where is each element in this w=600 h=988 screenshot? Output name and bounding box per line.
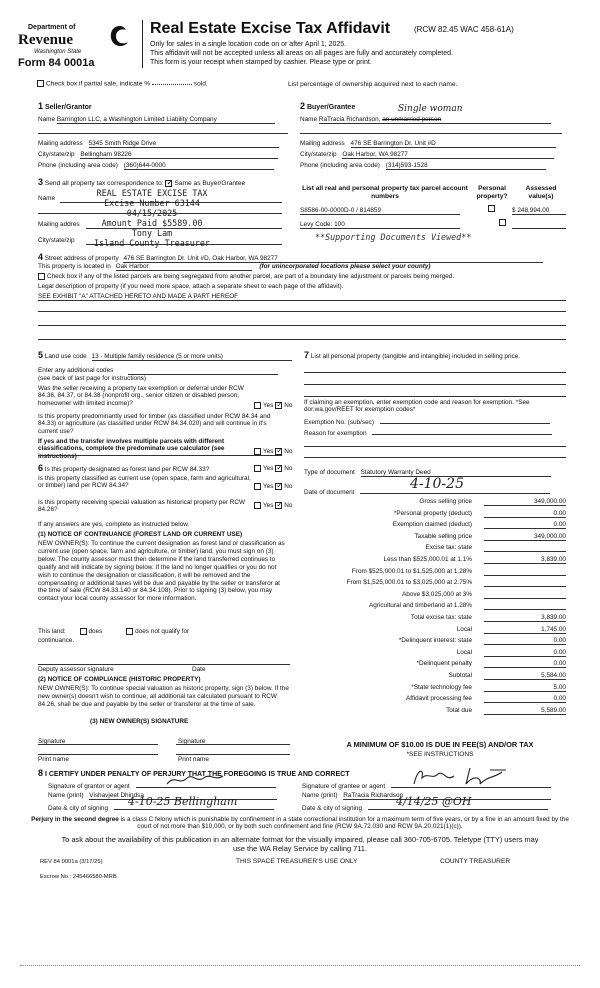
s5-q2-underline bbox=[38, 455, 282, 456]
assessed-field[interactable]: $ 248,994.00 bbox=[512, 207, 566, 215]
buyer-phone-field[interactable]: (314)593-1528 bbox=[386, 162, 546, 170]
tax-row-value[interactable]: 0.00 bbox=[484, 510, 566, 518]
located-row: This property is located in Oak Harbor (for unincorporated locations please select your county) bbox=[38, 263, 431, 270]
tax-row bbox=[300, 683, 566, 695]
s5-q2-yes[interactable] bbox=[254, 448, 261, 455]
grantor-date-handwritten: 4-10-25 Bellingham bbox=[128, 795, 238, 808]
notice1-body: NEW OWNER(S): To continue the current designation as forest land or classification as current use (open space, farm and agriculture, or timber) land, you must sign on (3) below. The county assessor must then determine if the land transferred continues to qualify and will indicate by signing below. If the land no longer qualifies or you do not wish to continue the designation or classification, it will be removed and the compensating or additional taxes will be due and payable by the seller or transferor at the time of sale (RCW 84.33.140 or 84.34.108). Prior to signing (3) below, you may contact your local county assessor for more information. bbox=[38, 540, 285, 603]
tax-row bbox=[300, 532, 566, 544]
personal-property-checkbox-1[interactable] bbox=[488, 205, 495, 212]
land-use-field[interactable]: 13 - Multiple family residence (5 or more units) bbox=[92, 353, 292, 361]
s7-line-1[interactable] bbox=[304, 372, 566, 373]
grantee-date-handwritten: 4/14/25 @OH bbox=[396, 795, 472, 808]
grantee-name-row: Name (print) RaTracia Richardson bbox=[302, 792, 568, 800]
tax-row-label: *Delinquent penalty bbox=[416, 660, 472, 668]
exemption-no-row: Exemption No. (sub/sec) bbox=[304, 417, 566, 426]
buyer-handnote: Single woman bbox=[398, 104, 463, 114]
grantee-sig-row: Signature of grantee or agent bbox=[302, 781, 568, 790]
supporting-docs-stamp: **Supporting Documents Viewed** bbox=[315, 232, 472, 242]
reason-line-2[interactable] bbox=[304, 446, 566, 447]
buyer-mail-field[interactable]: 476 SE Barrington Dr. Unit #D bbox=[351, 140, 556, 148]
header-line-3: This form is your receipt when stamped by cashier. Please type or print. bbox=[150, 59, 372, 66]
perjury-notice: Perjury in the second degree is a class C felony which is punishable by confinement in a state correctional institution for a maximum term of five years, or by a fine in an amount fixed by the court of not more than $10,000, or by both such confinement and fine (RCW 9A.72.030 and RCW 9A.20.021(1)(c)). bbox=[31, 816, 569, 831]
s6-q2-no[interactable] bbox=[275, 483, 282, 490]
s5-q2-answers: Yes ✓ No bbox=[254, 448, 292, 456]
additional-codes-label: Enter any additional codes bbox=[38, 367, 114, 374]
seller-phone-row: Phone (including area code) (360)644-0000 bbox=[38, 162, 288, 170]
tax-row bbox=[300, 694, 566, 706]
reason-field[interactable] bbox=[372, 428, 552, 435]
s6-question-3: Is this property receiving special valuation as historical property per RCW 84.26? bbox=[38, 499, 246, 514]
s6-q2-answers: Yes ✓ No bbox=[254, 483, 292, 491]
unincorporated-note: (for unincorporated locations please select your county) bbox=[259, 263, 431, 270]
buyer-struck-text: an unmarried person bbox=[382, 116, 442, 123]
seller-mail-field[interactable]: 5345 Smith Ridge Drive bbox=[89, 140, 279, 148]
stamp-line-1: REAL ESTATE EXCISE TAX bbox=[96, 188, 208, 198]
tax-row-value[interactable]: 0.00 bbox=[484, 521, 566, 529]
logo-revenue: Revenue bbox=[18, 32, 73, 48]
street-row: 4 Street address of property 476 SE Barrington Dr. Unit #D, Oak Harbor, WA 98277 bbox=[38, 252, 566, 263]
deputy-date-label: Date bbox=[192, 666, 206, 673]
logo-dept: Department of bbox=[28, 24, 76, 31]
tax-row bbox=[300, 706, 566, 718]
buyer-mail-row: Mailing address 476 SE Barrington Dr. Unit #D bbox=[300, 140, 562, 148]
land-use-row: 5 Land use code 13 - Multiple family residence (5 or more units) bbox=[38, 350, 294, 361]
s5-q1-no[interactable] bbox=[275, 402, 282, 409]
tax-row bbox=[300, 671, 566, 683]
notice1-title: (1) NOTICE OF CONTINUANCE (FOREST LAND OR CURRENT USE) bbox=[38, 531, 243, 538]
tax-row-value[interactable] bbox=[484, 579, 566, 587]
tax-row-label: Total excise tax: state bbox=[410, 614, 472, 621]
escrow-number: Escrow No.: 245466580-MRB bbox=[40, 874, 117, 880]
tax-row bbox=[300, 613, 566, 625]
seller-name-field[interactable]: Barrington LLC, a Washington Limited Liability Company bbox=[57, 116, 275, 124]
grantor-name-row: Name (print) Vishavjeet Dhindsa bbox=[48, 792, 288, 800]
seller-mail-row: Mailing address 5345 Smith Ridge Drive bbox=[38, 140, 288, 148]
tax-row-value[interactable]: 1,745.00 bbox=[484, 626, 566, 634]
s5-q2-no[interactable] bbox=[275, 448, 282, 455]
s6-question-1: 6 Is this property designated as forest land per RCW 84.33? bbox=[38, 463, 210, 473]
buyer-phone-row: Phone (including area code) (314)593-1528 bbox=[300, 162, 562, 170]
levy-field[interactable]: Levy Code: 100 bbox=[300, 221, 460, 229]
tax-row-value[interactable]: 0.00 bbox=[484, 637, 566, 645]
s5-q1-yes[interactable] bbox=[254, 402, 261, 409]
header-line-2: This affidavit will not be accepted unless all areas on all pages are fully and accurately completed. bbox=[150, 50, 453, 57]
treasurer-stamp bbox=[72, 188, 232, 248]
s6-q1-no[interactable] bbox=[275, 465, 282, 472]
notice3-title: (3) NEW OWNER(S) SIGNATURE bbox=[90, 718, 189, 725]
treasurer-use-only: THIS SPACE TREASURER'S USE ONLY bbox=[236, 858, 358, 865]
legal-line-2 bbox=[38, 311, 566, 312]
logo-state: Washington State bbox=[34, 49, 82, 55]
stamp-line-2: Excise Number 63144 bbox=[104, 198, 200, 208]
personal-property-checkbox-2[interactable] bbox=[499, 219, 506, 226]
s6-q1-yes[interactable] bbox=[254, 465, 261, 472]
seller-extra-line bbox=[38, 133, 288, 134]
tax-row bbox=[300, 520, 566, 532]
notice2-title: (2) NOTICE OF COMPLIANCE (HISTORIC PROPERTY) bbox=[38, 676, 201, 683]
new-owner-print-line-1[interactable] bbox=[38, 754, 158, 755]
accessibility-notice: To ask about the availability of this publication in an alternate format for the visually impaired, please call 360-705-6705. Teletype (TTY) users may use the WA Relay Service by calling 711. bbox=[61, 835, 539, 853]
legal-line-4 bbox=[38, 339, 566, 340]
buyer-city-row: City/state/zip Oak Harbor, WA 98277 bbox=[300, 151, 562, 159]
new-owner-sig-label-1: Signature bbox=[38, 738, 66, 745]
see-instructions-note: *SEE INSTRUCTIONS bbox=[406, 751, 474, 758]
notice2-body: NEW OWNER(S): To continue special valuation as historic property, sign (3) below. If the new owner(s) doesn't wish to continue, all additional tax calculated pursuant to RCW 84.26, shall be due and payable by the seller or transferor at the time of sale. bbox=[38, 685, 289, 708]
grantor-name-field[interactable]: Vishavjeet Dhindsa bbox=[89, 792, 277, 800]
legal-description-label: Legal description of property (if you need more space, attach a separate sheet to each page of the affidavit). bbox=[38, 283, 344, 290]
tax-row bbox=[300, 509, 566, 521]
tax-row-label: Excise tax: state bbox=[425, 544, 472, 552]
assessed-value-heading: Assessed value(s) bbox=[525, 185, 557, 200]
tax-row bbox=[300, 555, 566, 567]
grantor-date-row: Date & city of signing bbox=[48, 803, 288, 812]
tax-row-value[interactable]: 349,000.00 bbox=[484, 498, 566, 506]
new-owner-print-line-2[interactable] bbox=[176, 754, 290, 755]
tax-row-label: From $525,000.01 to $1,525,000 at 1.28% bbox=[351, 567, 472, 575]
deputy-sig-label: Deputy assessor signature bbox=[38, 666, 114, 673]
tax-row bbox=[300, 648, 566, 660]
exemption-instructions: If claiming an exemption, enter exemption code and reason for exemption. *See dor.wa.gov/REET for exemption codes* bbox=[304, 399, 530, 414]
tax-row-label: Less than $525,000.01 at 1.1% bbox=[383, 556, 472, 563]
tax-row-label: Local bbox=[456, 625, 472, 633]
s5-question-2b: If yes and the transfer involves multiple parcels with different classifications, complete the predominate use calculator (see instructions) bbox=[38, 438, 225, 460]
tax-row-value[interactable] bbox=[484, 568, 566, 576]
deputy-sig-line[interactable] bbox=[38, 664, 290, 665]
tax-row-label: *Delinquent interest: state bbox=[398, 637, 472, 645]
stamp-line-3: 04/15/2025 bbox=[126, 208, 178, 218]
s7-line-2[interactable] bbox=[304, 384, 566, 385]
does-not-qualify-checkbox[interactable] bbox=[126, 628, 133, 635]
seller-city-row: City/state/zip Bellingham 98226 bbox=[38, 151, 288, 159]
assessed-field-2[interactable] bbox=[512, 228, 566, 229]
s3-mail-label: Mailing addres bbox=[38, 221, 80, 228]
parcel-field[interactable]: S8586-00-0000D-0 / 814859 bbox=[300, 207, 460, 215]
bottom-dotted-border bbox=[20, 965, 580, 966]
tax-row-label: *State technology fee bbox=[411, 683, 472, 691]
tax-row-value[interactable]: 5,584.00 bbox=[484, 672, 566, 680]
stamp-line-6: Island County Treasurer bbox=[94, 238, 210, 248]
header-line-1: Only for sales in a single location code on or after April 1, 2025. bbox=[150, 41, 347, 48]
stamp-line-4: Amount Paid $5589.00 bbox=[101, 218, 203, 228]
tax-row-label: Total due bbox=[446, 706, 472, 714]
grantor-signature-scribble bbox=[165, 772, 225, 788]
tax-row-label: Agricultural and timberland at 1.28% bbox=[368, 602, 472, 610]
tax-row bbox=[300, 543, 566, 555]
legal-line-3 bbox=[38, 325, 566, 326]
county-treasurer: COUNTY TREASURER bbox=[440, 858, 511, 865]
partial-sale-checkbox[interactable] bbox=[37, 80, 44, 87]
s6-q3-yes[interactable] bbox=[254, 502, 261, 509]
tax-row-label: From $1,525,000.01 to $3,025,000 at 2.75% bbox=[346, 579, 472, 587]
form-title: Real Estate Excise Tax Affidavit bbox=[150, 20, 391, 37]
tax-row-value[interactable]: 0.00 bbox=[484, 660, 566, 668]
wa-swirl-icon bbox=[108, 24, 132, 50]
tax-row-label: *Personal property (deduct) bbox=[393, 509, 472, 517]
s6-q2-yes[interactable] bbox=[254, 483, 261, 490]
tax-row bbox=[300, 497, 566, 509]
tax-row-label: Exemption claimed (deduct) bbox=[392, 521, 472, 529]
personal-property-heading: Personal property? bbox=[476, 185, 508, 200]
doc-date-row: Date of document bbox=[304, 486, 566, 496]
seller-city-field[interactable]: Bellingham 98226 bbox=[80, 151, 278, 159]
seller-phone-field[interactable]: (360)644-0000 bbox=[124, 162, 274, 170]
tax-row-label: Taxable selling price bbox=[414, 532, 472, 540]
tax-row bbox=[300, 578, 566, 590]
exemption-no-field[interactable] bbox=[380, 417, 550, 424]
tax-row-label: Above $3,025,000 at 3% bbox=[402, 590, 472, 598]
this-land-row: This land: does does not qualify for bbox=[38, 628, 190, 636]
reason-row: Reason for exemption bbox=[304, 428, 566, 437]
segregated-row: Check box if any of the listed parcels are being segregated from another parcel, are part of a boundary line adjustment or parcels being merged. bbox=[38, 273, 566, 281]
does-qualify-checkbox[interactable] bbox=[80, 628, 87, 635]
s3-name-label: Name bbox=[38, 195, 56, 202]
doc-type-field[interactable]: Statutory Warranty Deed bbox=[361, 469, 551, 477]
header-divider bbox=[142, 20, 143, 68]
street-field[interactable]: 476 SE Barrington Dr. Unit #D, Oak Harbor, WA 98277 bbox=[123, 255, 543, 263]
new-owner-sig-label-2: Signature bbox=[178, 738, 206, 745]
segregated-checkbox[interactable] bbox=[38, 273, 45, 280]
additional-codes-line[interactable] bbox=[128, 374, 278, 375]
s6-q3-answers: Yes ✓ No bbox=[254, 502, 292, 510]
tax-row bbox=[300, 636, 566, 648]
stamp-line-5: Tony Lam bbox=[131, 228, 173, 238]
section3-heading: 3 Send all property tax correspondence to: ✓ Same as Buyer/Grantee bbox=[38, 177, 245, 188]
see-back-note: (see back of last page for instructions) bbox=[38, 375, 146, 382]
tax-row-value[interactable] bbox=[484, 544, 566, 552]
tax-row-value[interactable] bbox=[484, 602, 566, 610]
minimum-due-note: A MINIMUM OF $10.00 IS DUE IN FEE(S) AND/OR TAX bbox=[346, 740, 534, 749]
tax-row-value[interactable]: 0.00 bbox=[484, 649, 566, 657]
tax-row-value[interactable]: 5,589.00 bbox=[484, 707, 566, 715]
tax-row-label: Affidavit processing fee bbox=[406, 695, 472, 703]
tax-row-value[interactable] bbox=[484, 591, 566, 599]
parcel-list-heading: List all real and personal property tax parcel account numbers bbox=[302, 185, 468, 200]
grantee-date-row: Date & city of signing bbox=[302, 803, 568, 812]
form-rcw: (RCW 82.45 WAC 458-61A) bbox=[414, 25, 514, 34]
partial-sale-row: Check box if partial sale, indicate % sold. bbox=[37, 80, 208, 88]
s5-question-2: Is this property predominantly used for timber (as classified under RCW 84.34 and 84.33) or agriculture (as classified under RCW 84.34.020) and will continue in it's current use? bbox=[38, 413, 271, 435]
tax-row-value[interactable]: 349,000.00 bbox=[484, 533, 566, 541]
tax-row-value[interactable]: 5.00 bbox=[484, 684, 566, 692]
form-number: Form 84 0001a bbox=[18, 57, 95, 69]
buyer-extra-line bbox=[300, 133, 562, 134]
s5-q1-answers: Yes ✓ No bbox=[254, 402, 292, 410]
new-owner-print-label-2: Print name bbox=[178, 756, 209, 763]
tax-row-value[interactable]: 3,839.00 bbox=[484, 556, 566, 564]
buyer-heading: 2 Buyer/Grantee bbox=[300, 101, 356, 111]
tax-row bbox=[300, 601, 566, 613]
continuance-label: continuance. bbox=[38, 637, 75, 644]
grantee-name-field[interactable]: RaTracia Richardson bbox=[343, 792, 551, 800]
tax-row-label: Subtotal bbox=[448, 672, 472, 679]
seller-name-row: Name Barrington LLC, a Washington Limited Liability Company bbox=[38, 116, 288, 124]
grantee-signature-scribble bbox=[410, 764, 520, 788]
s6-question-2: Is this property classified as current use (open space, farm and agricultural, or timber) land per RCW 84.34? bbox=[38, 475, 251, 490]
tax-row bbox=[300, 625, 566, 637]
tax-row-value[interactable]: 3,839.00 bbox=[484, 614, 566, 622]
s5-question-1: Was the seller receiving a property tax exemption or deferral under RCW 84.36, 84.37, or 84.38 (nonprofit org., senior citizen or disabled person, homeowner with limited income)? bbox=[38, 385, 244, 407]
s3-city-label: City/state/zip bbox=[38, 237, 75, 244]
buyer-name-field[interactable]: RaTracia Richardson, an unmarried person bbox=[319, 116, 551, 124]
section7-heading: 7 List all personal property (tangible and intangible) included in selling price. bbox=[304, 350, 521, 360]
s6-q1-answers: Yes ✓ No bbox=[254, 465, 292, 473]
tax-row-label: Gross selling price bbox=[419, 498, 472, 505]
doc-type-row: Type of document Statutory Warranty Deed bbox=[304, 469, 566, 477]
buyer-city-field[interactable]: Oak Harbor, WA 98277 bbox=[342, 151, 554, 159]
tax-row bbox=[300, 659, 566, 671]
s6-if-any: If any answers are yes, complete as instructed below. bbox=[38, 521, 190, 528]
tax-row-value[interactable]: 0.00 bbox=[484, 695, 566, 703]
rev-number: REV 84 0001a (3/17/25) bbox=[40, 859, 103, 865]
grantor-sig-row: Signature of grantor or agent bbox=[48, 781, 288, 790]
tax-row-label: Local bbox=[456, 648, 472, 656]
same-as-buyer-checkbox[interactable] bbox=[165, 180, 172, 187]
tax-row bbox=[300, 567, 566, 579]
s7-line-3[interactable] bbox=[304, 396, 566, 397]
percentage-note: List percentage of ownership acquired next to each name. bbox=[288, 81, 458, 88]
certify-heading: 8 I CERTIFY UNDER PENALTY OF PERJURY THAT THE FOREGOING IS TRUE AND CORRECT bbox=[38, 768, 350, 778]
tax-row bbox=[300, 590, 566, 602]
s6-q3-no[interactable] bbox=[275, 502, 282, 509]
located-field[interactable]: Oak Harbor bbox=[116, 263, 252, 271]
buyer-name-row: Name RaTracia Richardson, an unmarried person bbox=[300, 116, 562, 124]
legal-description-field[interactable]: SEE EXHIBIT "A" ATTACHED HERETO AND MADE A PART HEREOF bbox=[38, 293, 566, 301]
new-owner-print-label-1: Print name bbox=[38, 756, 69, 763]
doc-date-handwritten: 4-10-25 bbox=[410, 476, 464, 492]
reason-line-3[interactable] bbox=[304, 457, 566, 458]
seller-heading: 1 Seller/Grantor bbox=[38, 101, 92, 111]
